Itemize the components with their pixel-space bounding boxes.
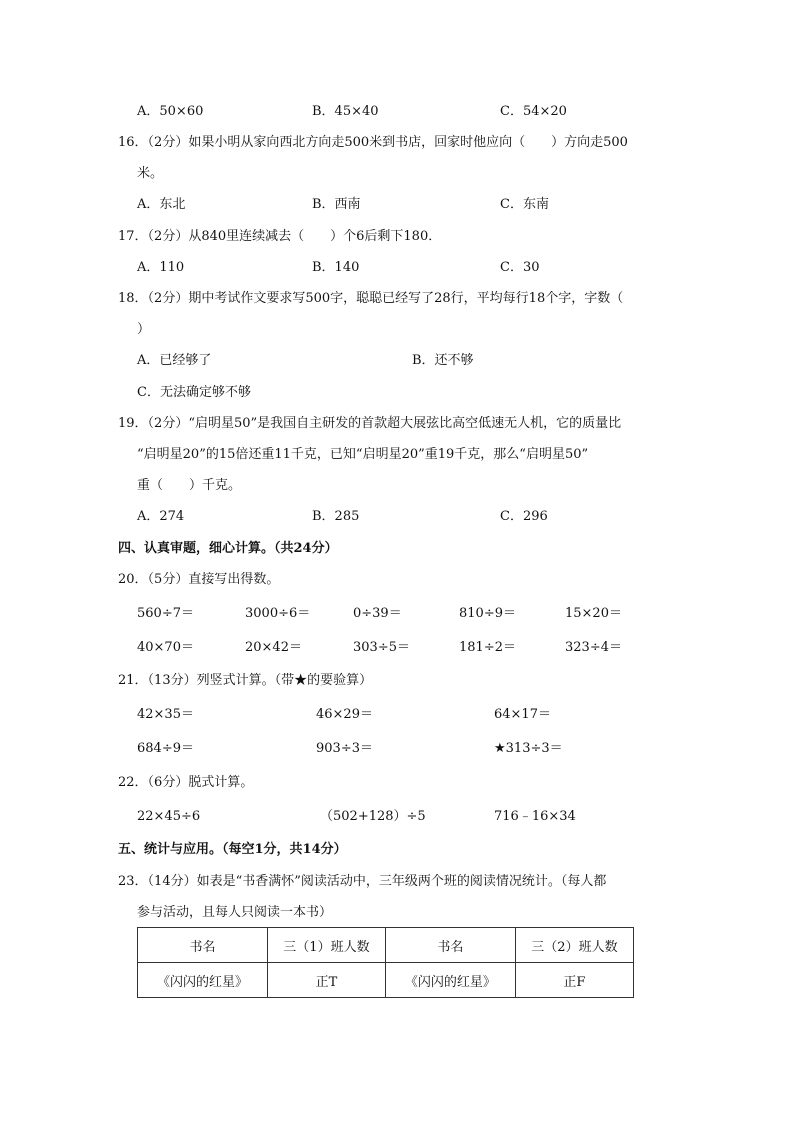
q20-item: 15×20＝ xyxy=(565,606,622,621)
q19-option-c: C．296 xyxy=(500,509,548,524)
q15-option-c: C．54×20 xyxy=(500,104,567,119)
q19-option-a: A．274 xyxy=(137,509,185,524)
q17-option-a: A．110 xyxy=(137,260,185,275)
q21-item: 64×17＝ xyxy=(494,707,551,722)
q21-item: 46×29＝ xyxy=(316,707,373,722)
table-cell: 正F xyxy=(515,963,633,998)
q20-item: 3000÷6＝ xyxy=(245,606,311,621)
q17-option-b: B．140 xyxy=(312,260,360,275)
table-header-cell: 书名 xyxy=(138,928,268,963)
q15-option-a: A．50×60 xyxy=(137,104,204,119)
table-cell: 《闪闪的红星》 xyxy=(138,963,268,998)
q16-stem-line2: 米。 xyxy=(137,166,164,181)
table-header-row xyxy=(138,928,634,963)
table-header-cell: 三（2）班人数 xyxy=(515,928,633,963)
q20-stem: 20．（5分）直接写出得数。 xyxy=(118,572,280,587)
q20-item: 20×42＝ xyxy=(245,640,302,655)
q20-item: 810÷9＝ xyxy=(459,606,516,621)
q21-item: 42×35＝ xyxy=(137,707,194,722)
q20-item: 303÷5＝ xyxy=(353,640,410,655)
q21-item: 903÷3＝ xyxy=(316,741,373,756)
q19-stem-line1: 19．（2分）“启明星50”是我国自主研发的首款超大展弦比高空低速无人机，它的质量比 xyxy=(118,416,622,431)
table-header-cell: 三（1）班人数 xyxy=(267,928,385,963)
table-cell: 正T xyxy=(267,963,385,998)
q18-option-a: A．已经够了 xyxy=(137,353,212,368)
q20-item: 0÷39＝ xyxy=(353,606,402,621)
q18-option-b: B．还不够 xyxy=(412,353,474,368)
q16-option-c: C．东南 xyxy=(500,197,549,212)
q16-option-b: B．西南 xyxy=(312,197,361,212)
reading-stats-table xyxy=(137,927,634,998)
q19-stem-line3: 重（ ）千克。 xyxy=(137,478,242,493)
q21-stem: 21．（13分）列竖式计算。（带★的要验算） xyxy=(118,673,373,688)
q21-item: 684÷9＝ xyxy=(137,741,194,756)
q18-stem-line1: 18．（2分）期中考试作文要求写500字，聪聪已经写了28行，平均每行18个字，字数（ xyxy=(118,291,624,306)
q20-item: 40×70＝ xyxy=(137,640,194,655)
q22-stem: 22．（6分）脱式计算。 xyxy=(118,775,254,790)
q16-option-a: A．东北 xyxy=(137,197,186,212)
table-row xyxy=(138,963,634,998)
q21-item: ★313÷3＝ xyxy=(494,741,563,756)
table-cell: 《闪闪的红星》 xyxy=(385,963,515,998)
q16-stem-line1: 16．（2分）如果小明从家向西北方向走500米到书店，回家时他应向（ ）方向走500 xyxy=(118,135,628,150)
q23-stem-line1: 23．（14分）如表是“书香满怀”阅读活动中，三年级两个班的阅读情况统计。（每人都 xyxy=(118,874,607,889)
q19-option-b: B．285 xyxy=(312,509,360,524)
q22-item: 716﹣16×34 xyxy=(494,809,576,824)
q17-option-c: C．30 xyxy=(500,260,540,275)
q19-stem-line2: “启明星20”的15倍还重11千克，已知“启明星20”重19千克，那么“启明星50” xyxy=(137,447,589,462)
q20-item: 181÷2＝ xyxy=(459,640,516,655)
q20-item: 323÷4＝ xyxy=(565,640,622,655)
q17-stem: 17．（2分）从840里连续减去（ ）个6后剩下180． xyxy=(118,229,442,244)
q22-item: （502+128）÷5 xyxy=(320,809,426,824)
q15-option-b: B．45×40 xyxy=(312,104,379,119)
section4-title: 四、认真审题，细心计算。（共24分） xyxy=(118,541,338,556)
q22-item: 22×45÷6 xyxy=(137,809,201,824)
table-header-cell: 书名 xyxy=(385,928,515,963)
q18-option-c: C．无法确定够不够 xyxy=(137,385,251,400)
q20-item: 560÷7＝ xyxy=(137,606,194,621)
section5-title: 五、统计与应用。（每空1分，共14分） xyxy=(118,842,347,857)
q23-stem-line2: 参与活动，且每人只阅读一本书） xyxy=(137,905,333,920)
q18-stem-line2: ） xyxy=(137,322,151,337)
